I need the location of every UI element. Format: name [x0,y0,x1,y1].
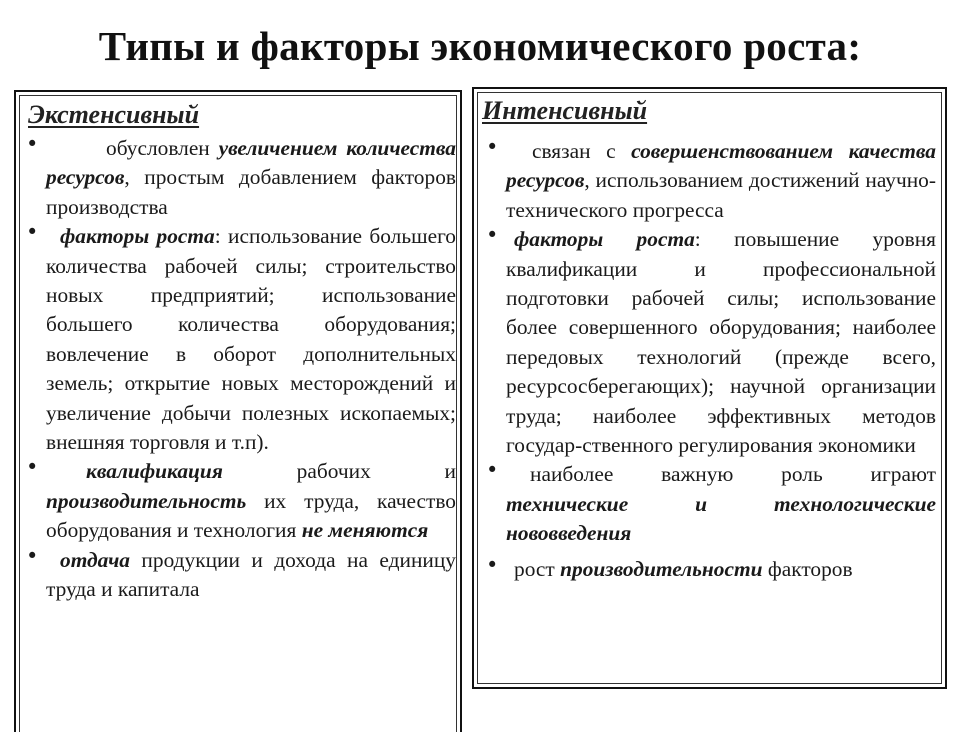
text-emphasis: совершенствованием качества ресурсов [506,139,936,193]
text-emphasis: отдача [60,547,130,572]
intensive-item-3 [486,458,936,548]
bullet-icon: • [26,543,39,568]
extensive-item-3 [26,455,456,545]
extensive-heading: Экстенсивный [28,100,200,129]
intensive-item-2 [486,223,936,460]
intensive-heading: Интенсивный [482,96,648,125]
text-fragment: их труда, качество оборудования и технология [46,488,456,543]
text-fragment: : повышение уровня квалификации и профессиональной подготовки рабочей силы; использование более совершенного оборудования; наиболее передовых технологий (прежде всего, ресурсосберегающих); научной организации труда; наиболее эффективных методов государ-ственного регулирования экономики [506,227,936,458]
intensive-panel [472,87,947,689]
extensive-list [26,132,456,605]
text-emphasis: производительности [560,556,763,581]
text-emphasis: увеличением количества ресурсов [46,136,456,190]
text-fragment: наиболее важную роль играют [530,462,936,487]
bullet-icon: • [486,458,499,483]
bullet-icon: • [26,220,39,245]
bullet-icon: • [26,455,39,480]
text-fragment: факторов [762,556,853,581]
bullet-icon: • [486,552,499,577]
extensive-panel [14,90,462,732]
bullet-icon: • [486,223,499,248]
bullet-icon: • [26,132,39,156]
intensive-item-4 [486,552,936,584]
extensive-item-4 [26,543,456,605]
extensive-item-2 [26,220,456,457]
text-fragment: : использование большего количества рабочей силы; строительство новых предприятий; использование большего количества оборудования; вовлечение в оборот дополнительных земель; открытие новых месторождений и увеличение добычи полезных ископаемых; внешняя торговля и т.п). [46,224,456,455]
text-fragment: , простым добавлением факторов производства [46,165,456,219]
text-emphasis: технические и технологические нововведения [506,491,936,546]
text-fragment: связан с [532,139,632,163]
intensive-list [486,135,936,584]
text-emphasis: факторы роста [60,224,215,249]
text-fragment: , использованием достижений научно-технического прогресса [506,168,936,222]
intensive-item-1 [486,135,936,225]
text-fragment: рост [514,556,561,581]
text-fragment: рабочих и [222,459,456,484]
page-title: Типы и факторы экономического роста: [98,23,862,69]
text-fragment: обусловлен [106,136,219,160]
text-emphasis: не меняются [301,518,429,543]
bullet-icon: • [486,135,499,159]
text-emphasis: производительность [46,488,247,513]
text-emphasis: факторы роста [514,227,695,252]
text-emphasis: квалификация [86,459,223,484]
text-fragment: продукции и дохода на единицу труда и капитала [46,547,456,602]
extensive-item-1 [26,132,456,222]
